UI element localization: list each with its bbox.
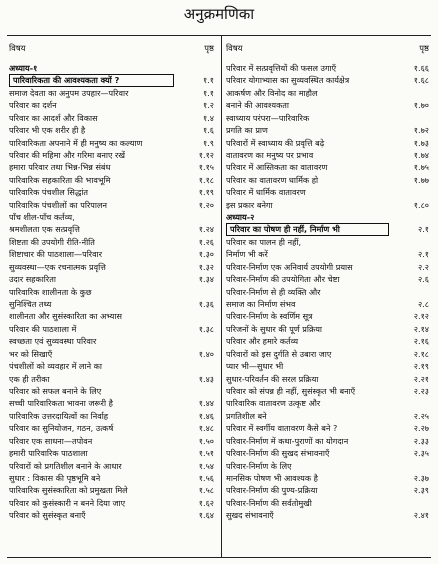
entry-topic: अध्याय-१ [9, 63, 38, 73]
entry-page-number [180, 385, 214, 397]
entry-topic: पारिवारिक पंचशीलों का परिपालन [9, 199, 107, 210]
entry-topic: सुखद संभावनाएँ [226, 510, 274, 521]
index-entry [9, 261, 214, 273]
left-column-header [9, 42, 214, 55]
entry-page-number: १.७३ [413, 137, 429, 148]
chapter-heading [9, 62, 214, 74]
index-entry [9, 310, 214, 322]
entry-page-number: १.६४ [198, 510, 214, 521]
index-entry [226, 373, 429, 385]
entry-page-number [180, 62, 214, 74]
index-entry [9, 348, 214, 360]
topic-header: विषय [9, 43, 26, 53]
entry-page-number [180, 211, 214, 223]
entry-page-number [395, 211, 429, 223]
index-entry [9, 137, 214, 149]
entry-page-number: १.६६ [413, 63, 429, 73]
entry-page-number [395, 236, 429, 248]
entry-page-number: २.१९ [413, 361, 429, 372]
left-column [9, 42, 214, 522]
entry-page-number: १.१८ [198, 174, 214, 185]
entry-topic: शिष्टता की उपयोगी रीति-नीति [9, 236, 95, 247]
index-entry [9, 149, 214, 161]
entry-page-number: २.६ [418, 274, 429, 285]
entry-page-number: १.४४ [198, 398, 214, 409]
entry-page-number [180, 310, 214, 322]
index-entry [226, 410, 429, 422]
entry-page-number: १.१ [203, 87, 214, 98]
entry-topic: परिवार-निर्माण के स्वर्णिम सूत्र [226, 311, 313, 322]
entry-topic: पारिवारिक पंचशील सिद्धांत [9, 187, 89, 198]
index-entry [9, 87, 214, 99]
entry-topic: समाज का निर्माण संभव [226, 299, 296, 310]
index-entry [226, 385, 429, 397]
entry-page-number: २.१ [418, 249, 429, 260]
entry-topic: परिवार एक साधना—तपोवन [9, 435, 93, 446]
index-entry [226, 87, 429, 99]
index-entry [226, 273, 429, 285]
entry-topic: परिवार की महिमा और गरिमा बनाए रखें [9, 149, 125, 160]
entry-page-number: १.१२ [198, 149, 214, 160]
entry-page-number [180, 335, 214, 347]
index-entry [226, 174, 429, 186]
index-entry [226, 298, 429, 310]
left-entries [9, 62, 214, 522]
index-entry [226, 74, 429, 86]
entry-topic: परिवार-निर्माण से ही व्यक्ति और [226, 286, 321, 297]
entry-topic: हमारी पारिवारिक पाठशाला [9, 448, 88, 459]
entry-page-number: २.३७ [413, 472, 429, 483]
entry-page-number: १.८० [413, 199, 429, 210]
index-entry [9, 273, 214, 285]
index-entry [9, 99, 214, 111]
index-entry [226, 149, 429, 161]
entry-topic: परिवार का सुनियोजन, गठन, उत्कर्ष [9, 423, 114, 434]
index-entry [226, 161, 429, 173]
index-entry [226, 236, 429, 248]
entry-topic: सुव्यवस्था—एक रचनात्मक प्रवृत्ति [9, 261, 106, 272]
entry-page-number [395, 87, 429, 99]
section-heading [9, 74, 214, 86]
index-entry [9, 435, 214, 447]
entry-page-number: २.२३ [413, 385, 429, 396]
entry-topic: एक ही तरीका [9, 373, 50, 384]
index-entry [226, 472, 429, 484]
index-entry [226, 186, 429, 198]
section-heading [226, 223, 429, 235]
entry-topic: स्वच्छता एवं सुव्यवस्था परिवार [9, 336, 97, 347]
entry-page-number: १.७२ [413, 125, 429, 136]
entry-page-number [395, 186, 429, 198]
index-entry [226, 248, 429, 260]
entry-topic: उदार सहकारिता [9, 274, 56, 285]
entry-page-number: १.६ [203, 125, 214, 136]
right-entries [226, 62, 429, 522]
top-rule [7, 35, 431, 36]
right-column-header [226, 42, 429, 55]
entry-topic: परिवार की पाठशाला में [9, 323, 77, 334]
entry-page-number: १.५६ [198, 472, 214, 483]
entry-topic: आकर्षण और विनोद का माहौल [226, 87, 318, 98]
topic-header: विषय [226, 43, 243, 53]
entry-topic: भर को सिखाएँ [9, 348, 53, 359]
index-entry [226, 397, 429, 409]
entry-topic: सुनिश्चित तथ्य [9, 299, 52, 310]
entry-topic: परिवार और हमारे कर्तव्य [226, 336, 299, 347]
entry-topic: परिजनों के सुधार की पूर्ण प्रक्रिया [226, 323, 323, 334]
entry-page-number: २.३३ [413, 435, 429, 446]
entry-topic: परिवार-निर्माण की सुखद संभावनाएँ [226, 448, 330, 459]
index-entry [226, 124, 429, 136]
entry-page-number [395, 497, 429, 509]
entry-topic: बनाने की आवश्यकता [226, 100, 289, 111]
entry-page-number: १.४६ [198, 410, 214, 421]
entry-page-number: १.३० [198, 249, 214, 260]
entry-topic: परिवार का पालन ही नहीं, [226, 236, 302, 247]
entry-page-number: १.७४ [413, 149, 429, 160]
entry-topic: परिवार को सफल बनाने के लिए [9, 385, 102, 396]
entry-topic: पारिवारिकता अपनाने में ही मनुष्य का कल्याण [9, 137, 143, 148]
index-entry [226, 261, 429, 273]
entry-page-number: २.१४ [413, 323, 429, 334]
entry-page-number: १.५८ [198, 485, 214, 496]
index-entry [9, 422, 214, 434]
index-entry [226, 310, 429, 322]
page-header: पृष्ठ [419, 43, 429, 53]
entry-page-number: २.१२ [413, 311, 429, 322]
page-title: अनुक्रमणिका [183, 5, 255, 23]
entry-topic: शिष्टाचार की पाठशाला—परिवार [9, 249, 103, 260]
entry-page-number [395, 286, 429, 298]
entry-page-number: १.६८ [413, 75, 429, 86]
index-entry [9, 199, 214, 211]
entry-page-number: १.१ [203, 75, 214, 86]
entry-page-number [180, 286, 214, 298]
index-entry [9, 460, 214, 472]
index-entry [226, 509, 429, 521]
entry-page-number: १.५१ [198, 448, 214, 459]
entry-topic: मानसिक पोषण भी आवश्यक है [226, 472, 318, 483]
entry-topic: स्वाध्याय परंपरा—पारिवारिक [226, 112, 310, 123]
index-entry [226, 348, 429, 360]
entry-topic: परिवार-निर्माण की सर्वतोमुखी [226, 497, 312, 508]
index-entry [9, 447, 214, 459]
entry-topic: इस प्रकार बनेगा [226, 199, 273, 210]
index-entry [9, 484, 214, 496]
index-entry [9, 112, 214, 124]
entry-page-number: १.२६ [198, 236, 214, 247]
entry-topic: पारिवारिक शालीनता के कुछ [9, 286, 92, 297]
entry-page-number: २.३९ [413, 485, 429, 496]
entry-page-number: २.२७ [413, 423, 429, 434]
index-entry [226, 137, 429, 149]
entry-topic: सुधार : विकास की पृष्ठभूमि बने [9, 472, 101, 483]
entry-topic: पारिवारिकता की आवश्यकता क्यों ? [9, 74, 174, 86]
entry-topic: शालीनता और सुसंस्कारिता का अभ्यास [9, 311, 122, 322]
entry-topic: परिवार को कुसंस्कारी न बनने दिया जाए [9, 497, 126, 508]
entry-page-number: १.४३ [198, 373, 214, 384]
index-entry [9, 373, 214, 385]
entry-topic: परिवार का वातावरण धार्मिक हो [226, 174, 319, 185]
entry-page-number: १.७५ [413, 162, 429, 173]
entry-topic: समाज देवता का अनुपम उपहार—परिवार [9, 87, 129, 98]
entry-page-number: १.५४ [198, 460, 214, 471]
index-entry [9, 385, 214, 397]
entry-topic: प्यार भी—सुधार भी [226, 361, 284, 372]
index-entry [226, 112, 429, 124]
index-entry [9, 124, 214, 136]
entry-topic: परिवार का आदर्श और विकास [9, 112, 98, 123]
entry-page-number: २.२ [418, 261, 429, 272]
entry-page-number: १.२० [198, 199, 214, 210]
entry-page-number: २.३५ [413, 448, 429, 459]
entry-topic: श्रमशीलता एक सत्प्रवृत्ति [9, 224, 80, 235]
entry-page-number: २.२१ [413, 373, 429, 384]
entry-page-number: १.३८ [198, 323, 214, 334]
entry-topic: परिवार-निर्माण की पुण्य-प्रक्रिया [226, 485, 318, 496]
entry-topic: परिवार-निर्माण की उपयोगिता और चेष्टा [226, 274, 340, 285]
bottom-rule [7, 557, 431, 558]
entry-topic: पाँच शील-पाँच कर्तव्य, [9, 212, 75, 223]
index-entry [9, 286, 214, 298]
entry-page-number: १.६२ [198, 497, 214, 508]
entry-topic: पारिवारिक वातावरण उत्कृष्ट और [226, 398, 321, 409]
index-entry [9, 298, 214, 310]
entry-topic: हमारा परिवार तथा भिन्न-भिन्न संबंध [9, 162, 111, 173]
index-entry [226, 447, 429, 459]
page-header: पृष्ठ [204, 43, 214, 53]
entry-topic: परिवारों में स्वाध्याय की प्रवृत्ति बढ़े [226, 137, 325, 148]
entry-topic: परिवार-निर्माण में कथा-पुराणों का योगदान [226, 435, 349, 446]
index-entry [9, 211, 214, 223]
chapter-heading [226, 211, 429, 223]
index-entry [226, 497, 429, 509]
index-entry [9, 497, 214, 509]
index-entry [9, 248, 214, 260]
entry-topic: पंचशीलों को व्यवहार में लाने का [9, 361, 102, 372]
index-entry [226, 323, 429, 335]
index-entry [226, 286, 429, 298]
entry-page-number: १.१५ [198, 162, 214, 173]
entry-topic: सुधार-परिवर्तन की सरल प्रक्रिया [226, 373, 319, 384]
entry-page-number: २.४१ [413, 510, 429, 521]
index-entry [226, 199, 429, 211]
entry-topic: सच्ची पारिवारिकता भावना जरूरी है [9, 398, 113, 409]
entry-page-number: १.७० [413, 100, 429, 111]
entry-topic: पारिवारिक सुसंस्कारिता को प्रमुखता मिले [9, 485, 128, 496]
entry-topic: वातावरण का मनुष्य पर प्रभाव [226, 149, 314, 160]
entry-page-number: १.१९ [198, 187, 214, 198]
index-entry [9, 410, 214, 422]
entry-page-number: २.१६ [413, 336, 429, 347]
index-entry [226, 99, 429, 111]
index-entry [226, 484, 429, 496]
index-entry [9, 509, 214, 521]
entry-topic: अध्याय-२ [226, 212, 255, 223]
index-entry [226, 435, 429, 447]
entry-topic: परिवार का दर्शन [9, 100, 57, 111]
entry-topic: परिवार का पोषण ही नहीं, निर्माण भी [226, 223, 389, 235]
entry-page-number [395, 460, 429, 472]
entry-topic: प्रगति का प्राण [226, 125, 268, 136]
column-divider [221, 35, 222, 557]
entry-page-number: १.४ [203, 112, 214, 123]
entry-topic: परिवार भी एक शरीर ही है [9, 125, 86, 136]
entry-topic: परिवार में सत्प्रवृत्तियों की फसल उगाएँ [226, 63, 337, 73]
index-entry [226, 460, 429, 472]
entry-page-number [395, 112, 429, 124]
right-column [226, 42, 429, 522]
index-entry [226, 360, 429, 372]
entry-topic: परिवार में आस्तिकता का वातावरण [226, 162, 328, 173]
entry-page-number: १.७७ [413, 174, 429, 185]
index-entry [9, 323, 214, 335]
entry-topic: परिवार-निर्माण एक अनिवार्य उपयोगी प्रयास [226, 261, 353, 272]
entry-page-number: २.१८ [413, 348, 429, 359]
entry-page-number [180, 360, 214, 372]
entry-page-number: १.३२ [198, 261, 214, 272]
entry-page-number: २.१ [418, 224, 429, 235]
entry-topic: परिवार योगाभ्यास का सुव्यवस्थित कार्यक्षेत्र [226, 75, 350, 86]
entry-page-number: १.९ [203, 137, 214, 148]
entry-topic: परिवार को संपन्न ही नहीं, सुसंस्कृत भी बनाएँ [226, 385, 356, 396]
index-entry [9, 223, 214, 235]
index-entry [9, 186, 214, 198]
index-entry [9, 397, 214, 409]
entry-topic: परिवार में स्वर्गीय वातावरण कैसे बने ? [226, 423, 338, 434]
index-entry [9, 236, 214, 248]
entry-page-number: १.२४ [198, 224, 214, 235]
index-entry [226, 335, 429, 347]
entry-topic: पारिवारिक उत्तरदायित्वों का निर्वाह [9, 410, 109, 421]
entry-page-number: १.५० [198, 435, 214, 446]
entry-page-number: १.४८ [198, 423, 214, 434]
entry-topic: निर्माण भी करें [226, 249, 268, 260]
index-entry [9, 335, 214, 347]
index-entry [9, 360, 214, 372]
index-entry [9, 161, 214, 173]
entry-page-number: १.३६ [198, 299, 214, 310]
entry-topic: परिवार को सुसंस्कृत बनाएँ [9, 510, 86, 521]
entry-page-number: २.८ [418, 299, 429, 310]
entry-page-number: २.२५ [413, 410, 429, 421]
entry-topic: पारिवारिक सहकारिता की भावभूमि [9, 174, 111, 185]
entry-page-number [395, 397, 429, 409]
index-entry [226, 422, 429, 434]
entry-page-number: १.४० [198, 348, 214, 359]
index-entry [226, 62, 429, 74]
entry-page-number: १.३४ [198, 274, 214, 285]
entry-topic: प्रगतिशील बने [226, 410, 267, 421]
entry-topic: परिवार-निर्माण के लिए [226, 460, 292, 471]
index-entry [9, 472, 214, 484]
entry-topic: परिवार में धार्मिक वातावरण [226, 187, 306, 198]
entry-topic: परिवारों को इस दुर्गति से उबारा जाए [226, 348, 332, 359]
entry-page-number: १.२ [203, 100, 214, 111]
index-entry [9, 174, 214, 186]
entry-topic: परिवारों को प्रगतिशील बनाने के आधार [9, 460, 122, 471]
